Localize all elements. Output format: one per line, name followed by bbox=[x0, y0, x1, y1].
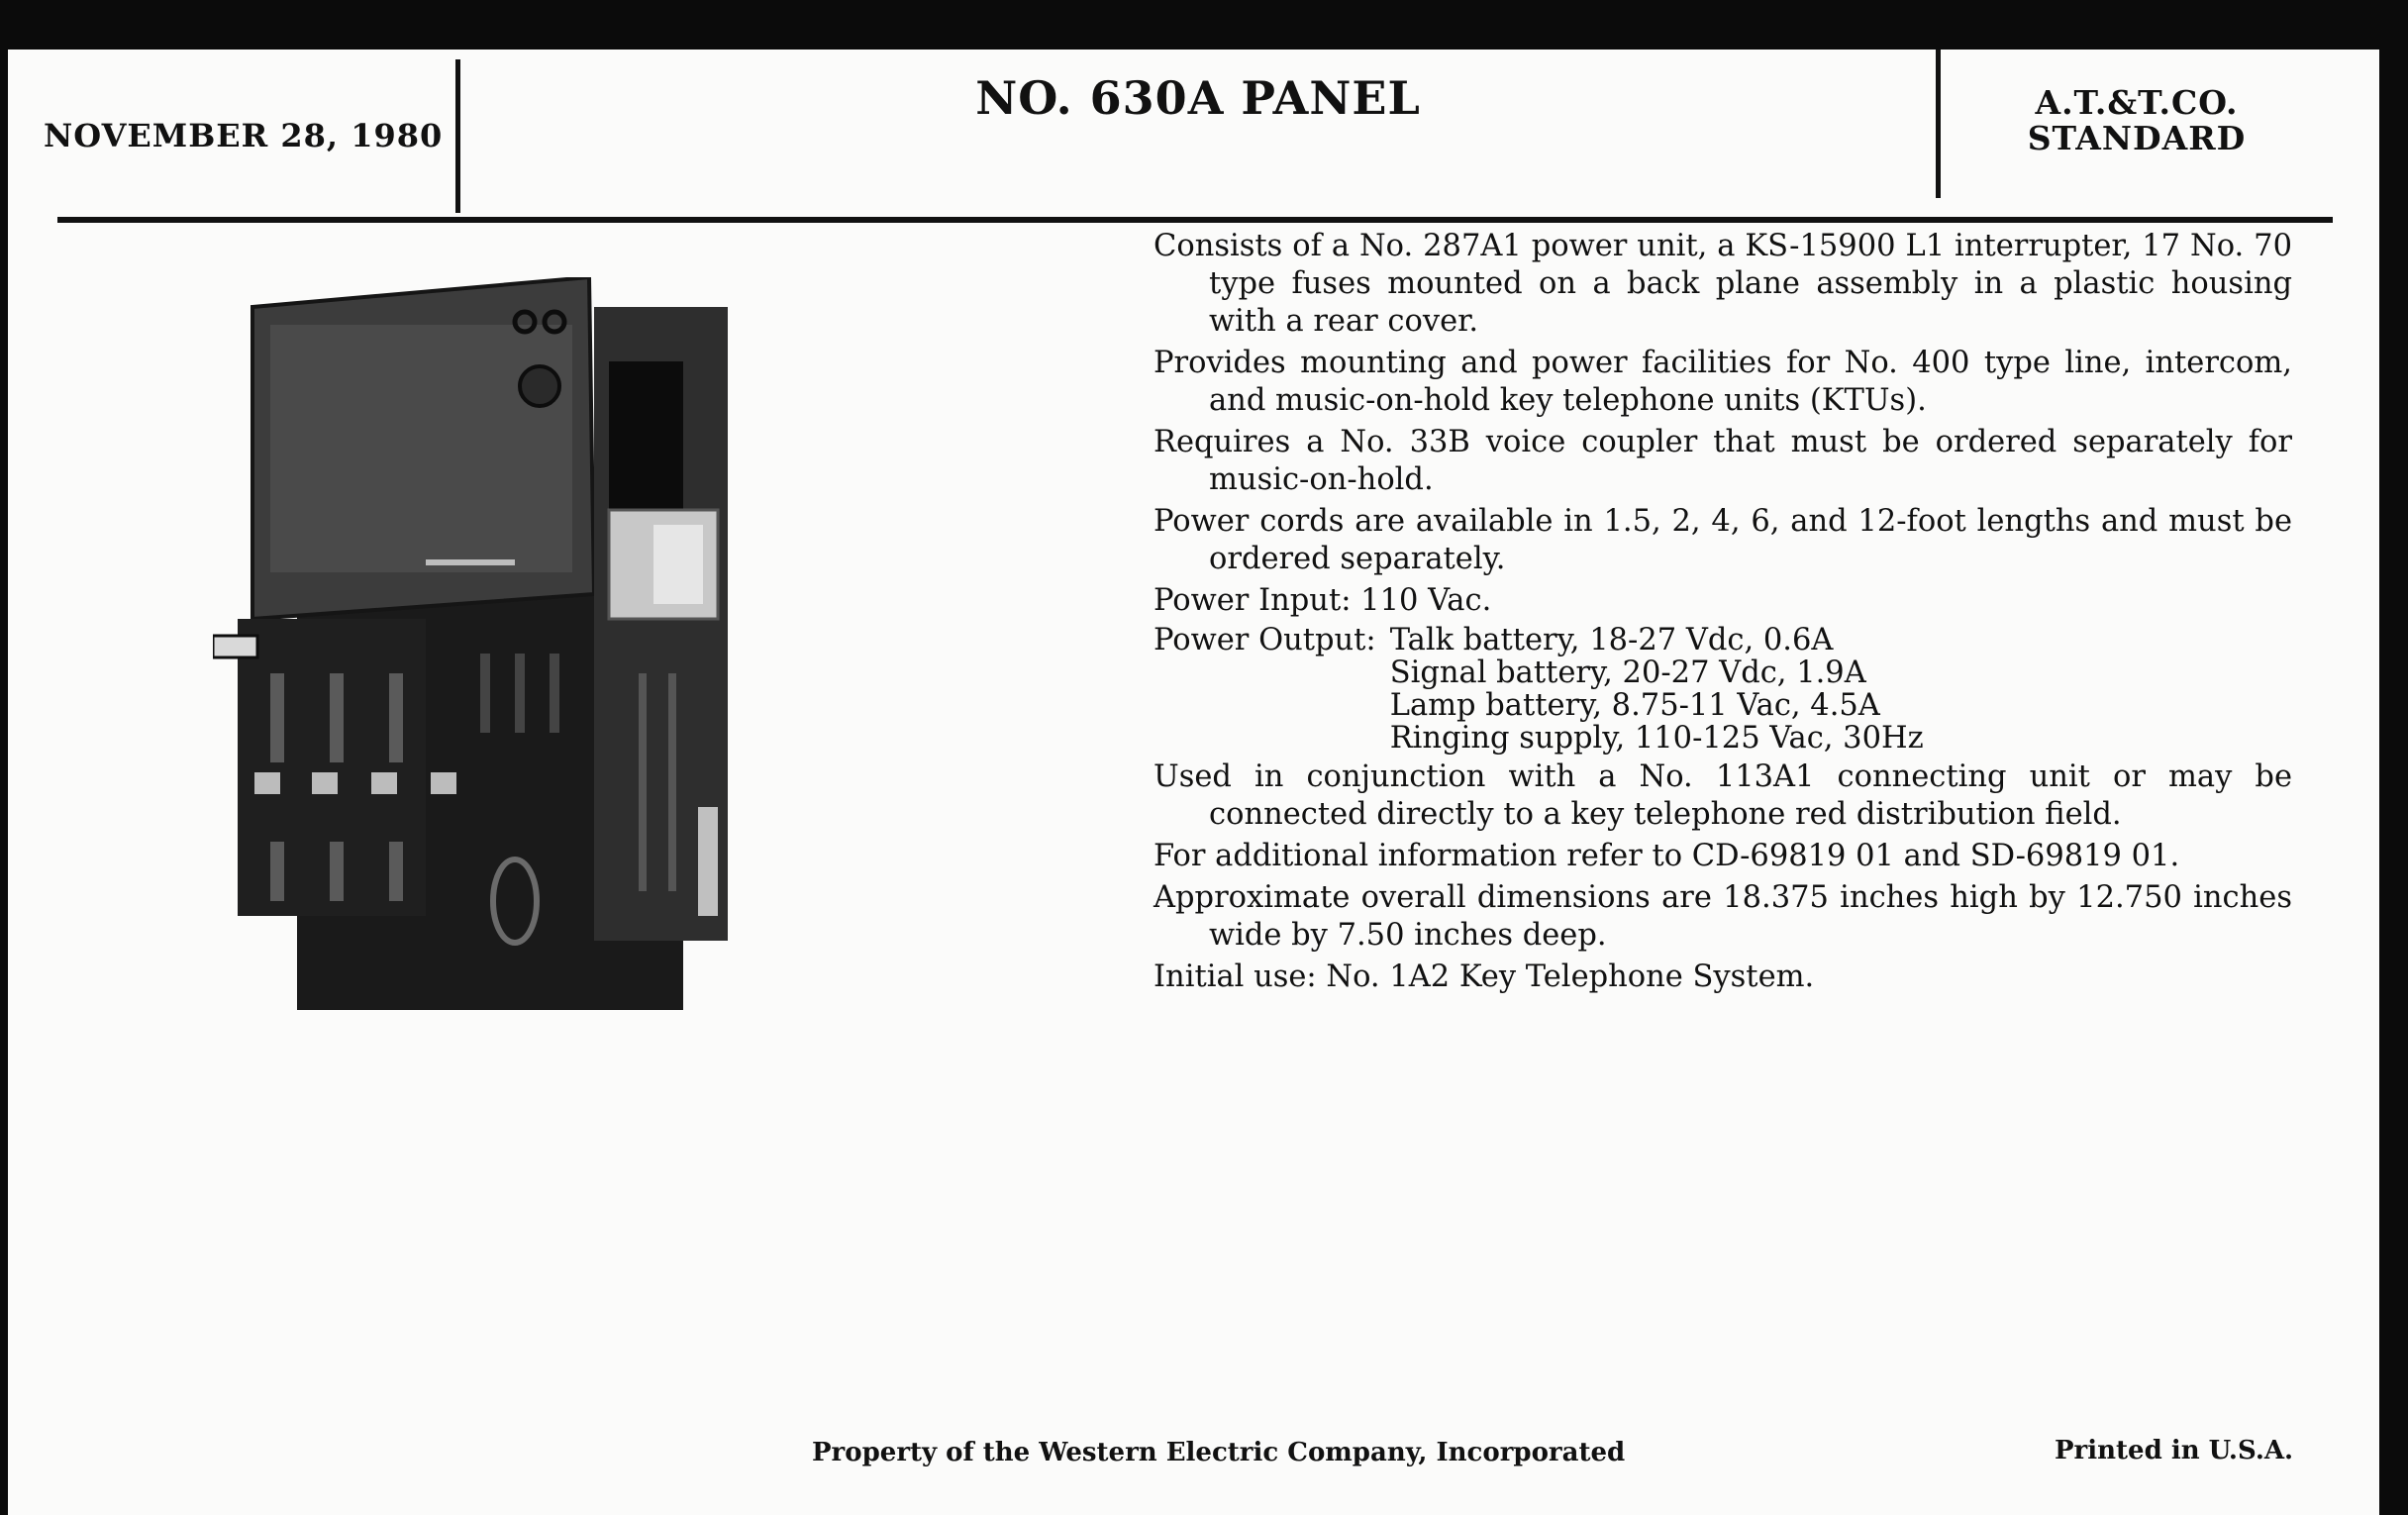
description-paragraph: Requires a No. 33B voice coupler that must be ordered separately for music-on-hold. bbox=[1154, 425, 2292, 497]
power-output-item: Ringing supply, 110-125 Vac, 30Hz bbox=[1389, 721, 1924, 756]
description-paragraph: Power cords are available in 1.5, 2, 4, 6, and 12-foot lengths and must be ordered separately. bbox=[1154, 504, 2292, 576]
reference-paragraph: For additional information refer to CD-69819 01 and SD-69819 01. bbox=[1154, 839, 2180, 873]
header-divider-right bbox=[1936, 50, 1941, 198]
description bbox=[1154, 228, 2292, 1000]
property-notice: Property of the Western Electric Company, Incorporated bbox=[812, 1438, 1626, 1467]
power-output-label: Power Output: bbox=[1154, 623, 1376, 657]
power-output-list bbox=[1390, 624, 1924, 755]
page-title: NO. 630A PANEL bbox=[975, 71, 1421, 125]
power-output-item: Talk battery, 18-27 Vdc, 0.6A bbox=[1389, 623, 1834, 657]
description-paragraph: Used in conjunction with a No. 113A1 connecting unit or may be connected directly to a key telephone red distribution field. bbox=[1154, 759, 2292, 832]
description-paragraph: Provides mounting and power facilities for No. 400 type line, intercom, and music-on-hold key telephone units (KTUs). bbox=[1154, 346, 2292, 418]
power-output-item: Signal battery, 20-27 Vdc, 1.9A bbox=[1389, 656, 1866, 690]
standard-line-1: A.T.&T.CO. bbox=[2035, 83, 2239, 122]
panel-photo bbox=[213, 277, 856, 1069]
dimensions-paragraph: Approximate overall dimensions are 18.375 inches high by 12.750 inches wide by 7.50 inches deep. bbox=[1154, 880, 2292, 953]
standard-label bbox=[1949, 85, 2325, 156]
header-divider-left bbox=[455, 59, 460, 213]
printed-notice: Printed in U.S.A. bbox=[2055, 1436, 2294, 1465]
issue-date: NOVEMBER 28, 1980 bbox=[44, 117, 444, 154]
power-output-item: Lamp battery, 8.75-11 Vac, 4.5A bbox=[1389, 688, 1880, 723]
header-rule bbox=[57, 217, 2333, 223]
power-output bbox=[1154, 624, 2292, 755]
description-paragraph: Consists of a No. 287A1 power unit, a KS-15900 L1 interrupter, 17 No. 70 type fuses mounted on a back plane assembly in a plastic housing with a rear cover. bbox=[1154, 229, 2292, 339]
standard-line-2: STANDARD bbox=[2027, 119, 2247, 157]
power-input: Power Input: 110 Vac. bbox=[1154, 583, 1492, 618]
initial-use-paragraph: Initial use: No. 1A2 Key Telephone System. bbox=[1154, 960, 1815, 994]
